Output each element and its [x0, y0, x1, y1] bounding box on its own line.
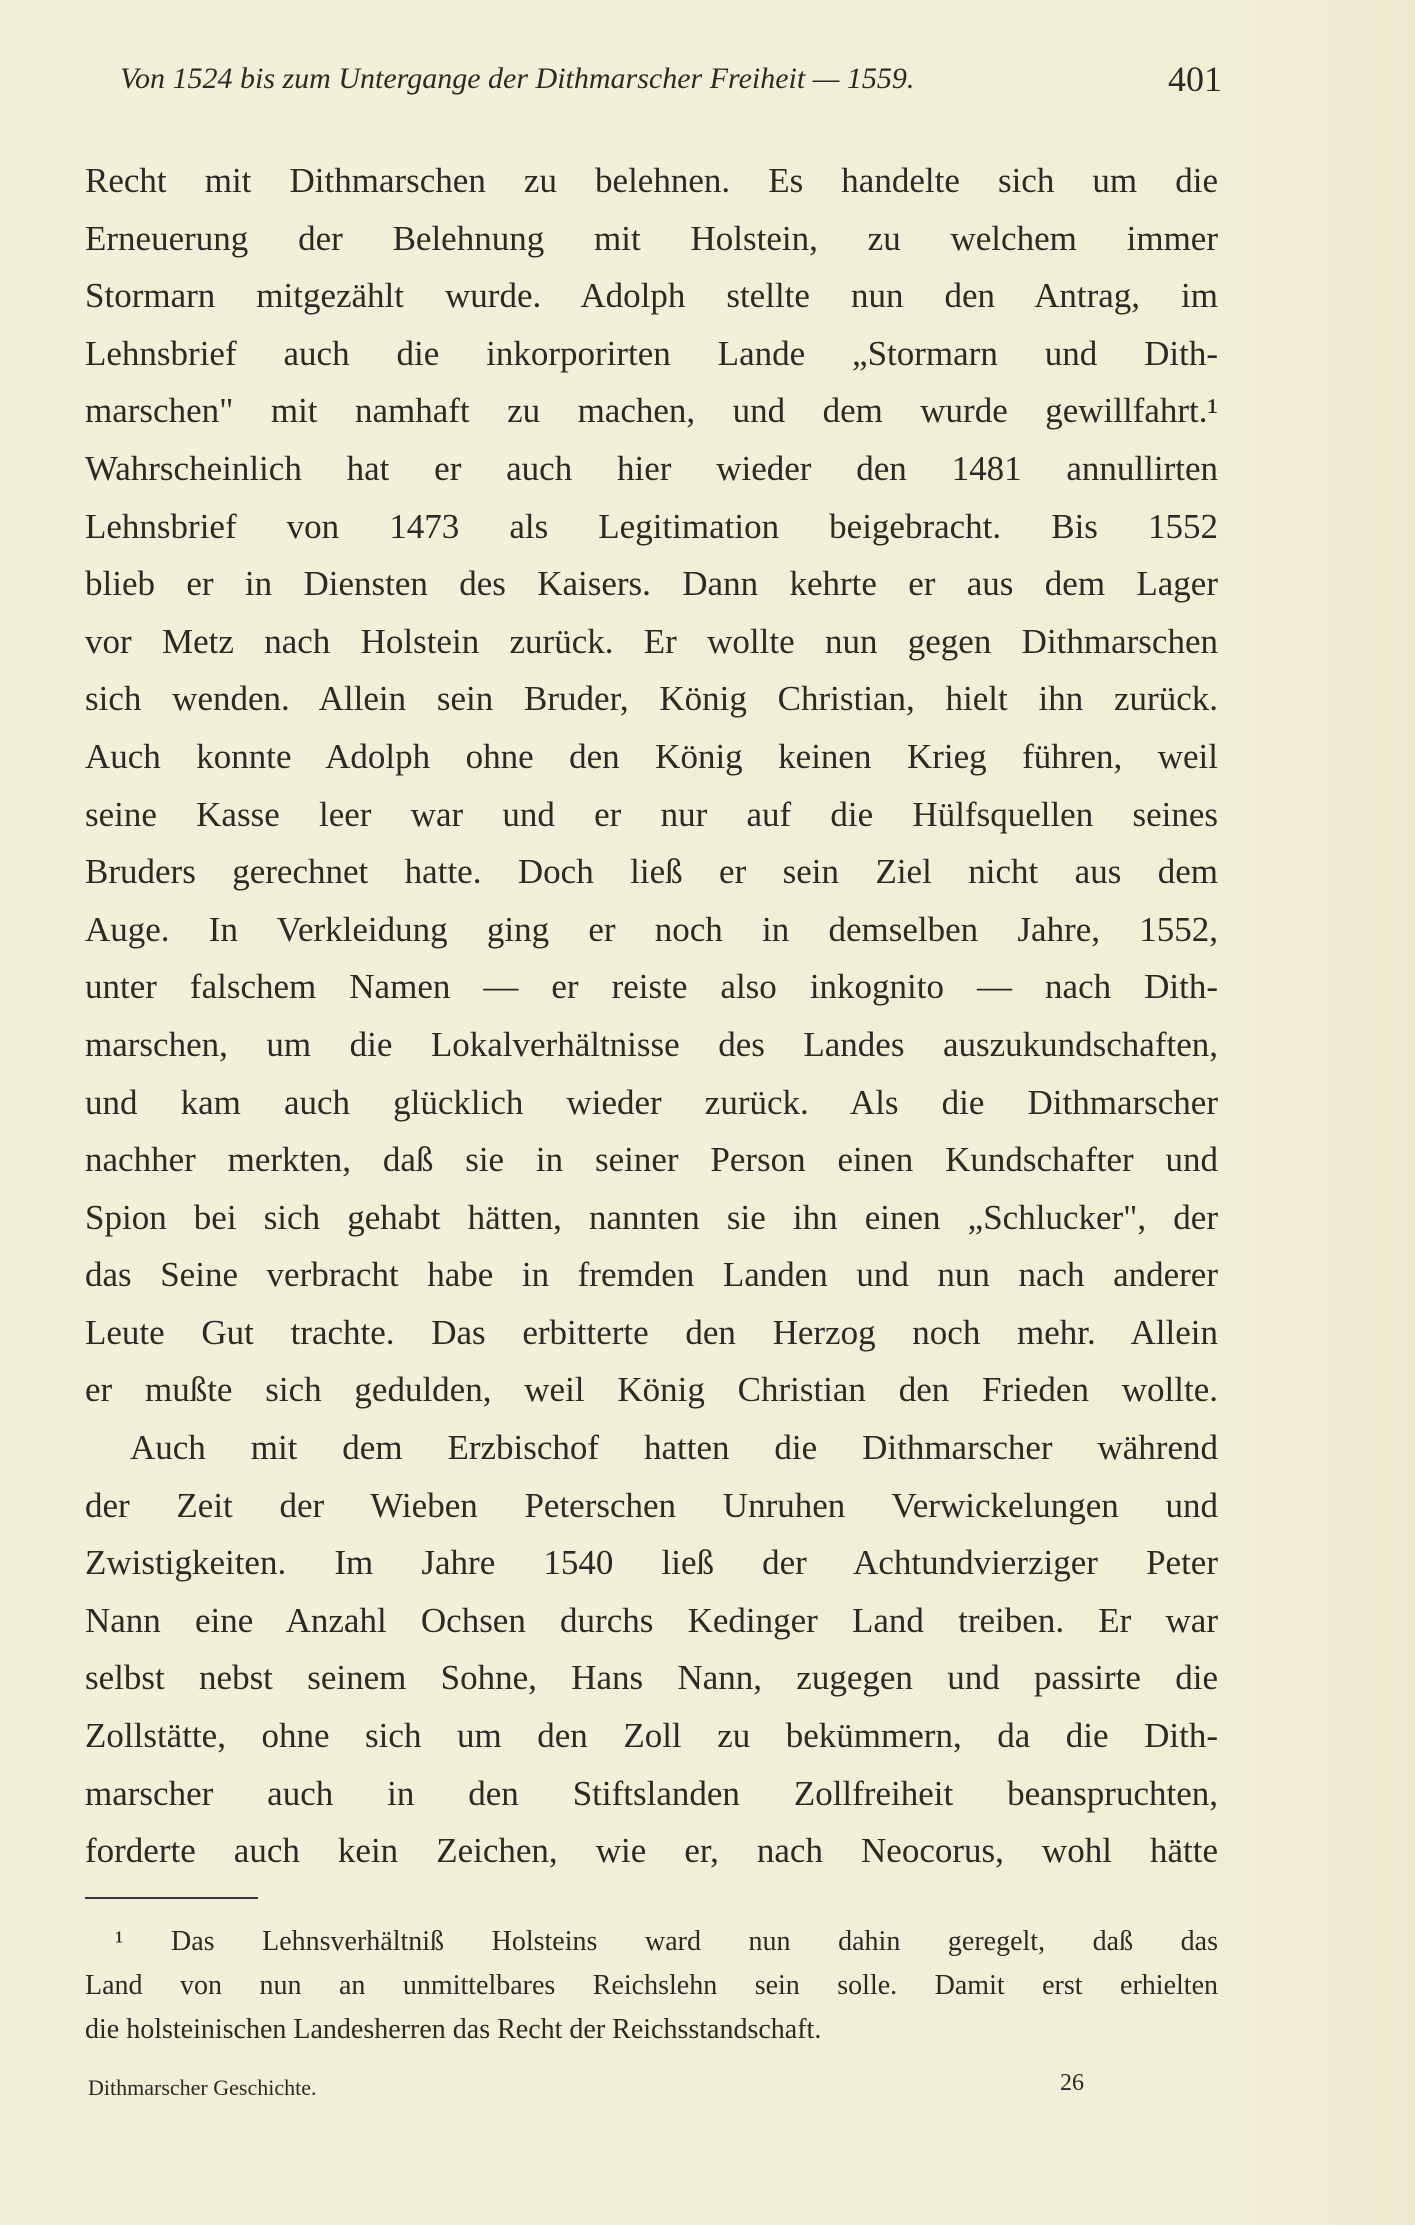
- text-line: Zollstätte, ohne sich um den Zoll zu bekümmern, da die Dith-: [85, 1716, 1218, 1756]
- signature-mark: 26: [1060, 2070, 1084, 2096]
- text-line: er mußte sich gedulden, weil König Christian den Frieden wollte.: [85, 1370, 1218, 1410]
- text-line: Auge. In Verkleidung ging er noch in demselben Jahre, 1552,: [85, 909, 1218, 949]
- text-line: Lehnsbrief auch die inkorporirten Lande „Stormarn und Dith-: [85, 333, 1218, 373]
- text-line: vor Metz nach Holstein zurück. Er wollte nun gegen Dithmarschen: [85, 621, 1218, 661]
- text-line: Lehnsbrief von 1473 als Legitimation beigebracht. Bis 1552: [85, 506, 1218, 546]
- text-line: Stormarn mitgezählt wurde. Adolph stellte nun den Antrag, im: [85, 276, 1218, 316]
- footnote-line: die holsteinischen Landesherren das Recht der Reichsstandschaft.: [85, 2014, 822, 2045]
- footnote: [85, 1920, 1218, 2052]
- footnote-line: Land von nun an unmittelbares Reichslehn sein solle. Damit erst erhielten: [85, 1970, 1218, 2001]
- paragraph-start-line: Auch mit dem Erzbischof hatten die Dithmarscher während: [130, 1428, 1218, 1468]
- text-line: nachher merkten, daß sie in seiner Person einen Kundschafter und: [85, 1140, 1218, 1180]
- text-line: blieb er in Diensten des Kaisers. Dann kehrte er aus dem Lager: [85, 564, 1218, 604]
- text-line: selbst nebst seinem Sohne, Hans Nann, zugegen und passirte die: [85, 1658, 1218, 1698]
- footnote-divider: [85, 1897, 258, 1899]
- text-line: marschen, um die Lokalverhältnisse des Landes auszukundschaften,: [85, 1024, 1218, 1064]
- body-text: [85, 152, 1218, 1880]
- text-line: Zwistigkeiten. Im Jahre 1540 ließ der Achtundvierziger Peter: [85, 1543, 1218, 1583]
- footnote-line: ¹ Das Lehnsverhältniß Holsteins ward nun dahin geregelt, daß das: [115, 1926, 1218, 1957]
- text-line: und kam auch glücklich wieder zurück. Als die Dithmarscher: [85, 1082, 1218, 1122]
- text-line: marschen" mit namhaft zu machen, und dem wurde gewillfahrt.¹: [85, 391, 1218, 431]
- text-line: das Seine verbracht habe in fremden Landen und nun nach anderer: [85, 1255, 1218, 1295]
- text-line: forderte auch kein Zeichen, wie er, nach Neocorus, wohl hätte: [85, 1831, 1218, 1871]
- running-title: Von 1524 bis zum Untergange der Dithmarscher Freiheit — 1559.: [120, 62, 915, 95]
- text-line: Auch konnte Adolph ohne den König keinen Krieg führen, weil: [85, 736, 1218, 776]
- text-line: der Zeit der Wieben Peterschen Unruhen Verwickelungen und: [85, 1485, 1218, 1525]
- text-line: sich wenden. Allein sein Bruder, König Christian, hielt ihn zurück.: [85, 679, 1218, 719]
- text-line: unter falschem Namen — er reiste also inkognito — nach Dith-: [85, 967, 1218, 1007]
- text-line: Nann eine Anzahl Ochsen durchs Kedinger Land treiben. Er war: [85, 1600, 1218, 1640]
- text-line: Wahrscheinlich hat er auch hier wieder den 1481 annullirten: [85, 448, 1218, 488]
- text-line: seine Kasse leer war und er nur auf die Hülfsquellen seines: [85, 794, 1218, 834]
- text-line: Recht mit Dithmarschen zu belehnen. Es handelte sich um die: [85, 161, 1218, 200]
- text-line: Leute Gut trachte. Das erbitterte den Herzog noch mehr. Allein: [85, 1312, 1218, 1352]
- text-line: Bruders gerechnet hatte. Doch ließ er sein Ziel nicht aus dem: [85, 852, 1218, 892]
- footer-book-title: Dithmarscher Geschichte.: [88, 2075, 317, 2100]
- page-number: 401: [1168, 59, 1222, 99]
- text-line: marscher auch in den Stiftslanden Zollfreiheit beanspruchten,: [85, 1773, 1218, 1813]
- text-line: Erneuerung der Belehnung mit Holstein, zu welchem immer: [85, 218, 1218, 258]
- text-line: Spion bei sich gehabt hätten, nannten sie ihn einen „Schlucker", der: [85, 1197, 1218, 1237]
